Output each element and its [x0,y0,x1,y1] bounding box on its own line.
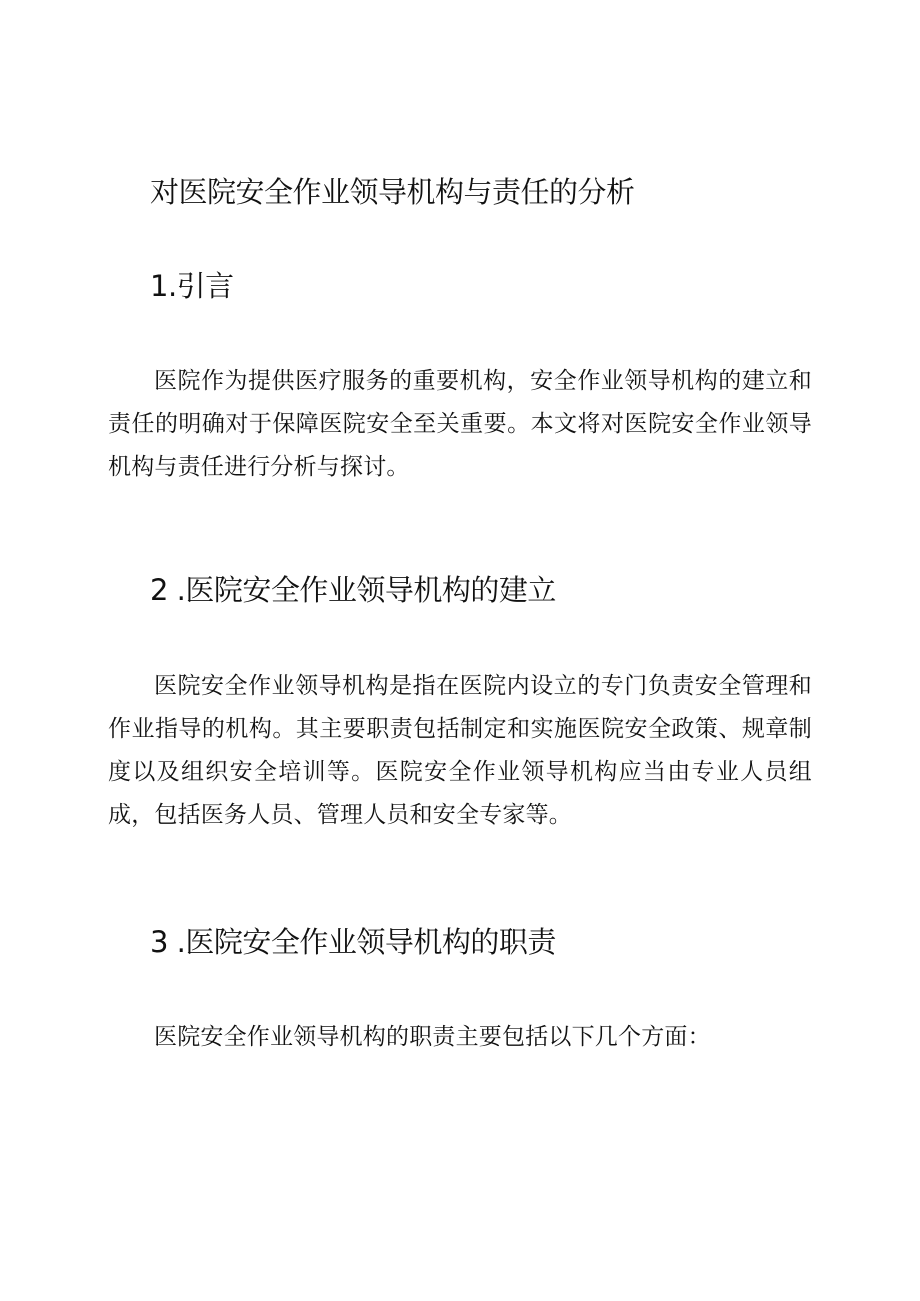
section-paragraph-responsibilities: 医院安全作业领导机构的职责主要包括以下几个方面： [154,1024,711,1050]
section-heading-responsibilities: 3 .医院安全作业领导机构的职责 [150,925,556,959]
section-paragraph-introduction: 医院作为提供医疗服务的重要机构，安全作业领导机构的建立和责任的明确对于保障医院安全至关重要。本文将对医院安全作业领导机构与责任进行分析与探讨。 [108,368,812,480]
section-heading-establishment: 2 .医院安全作业领导机构的建立 [150,573,556,607]
section-heading-introduction: 1.引言 [150,269,234,303]
document-title: 对医院安全作业领导机构与责任的分析 [150,175,635,209]
section-paragraph-establishment: 医院安全作业领导机构是指在医院内设立的专门负责安全管理和作业指导的机构。其主要职责包括制定和实施医院安全政策、规章制度以及组织安全培训等。医院安全作业领导机构应当由专业人员组成，包括医务人员、管理人员和安全专家等。 [108,673,812,828]
